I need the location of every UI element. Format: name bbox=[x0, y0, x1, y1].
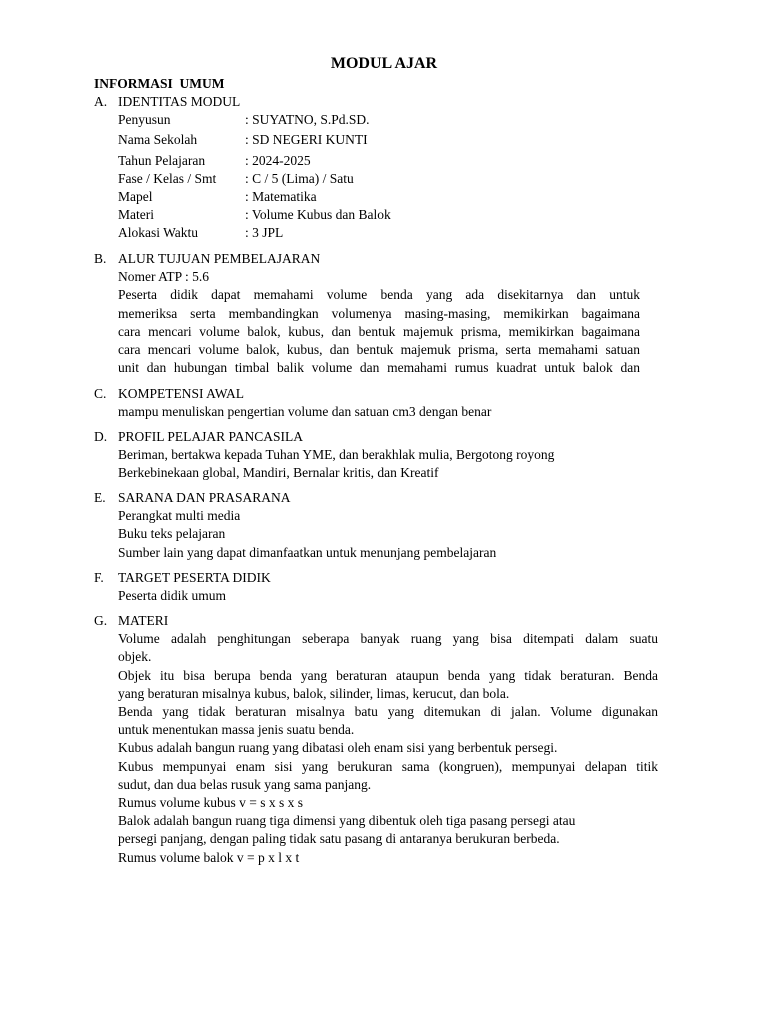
body-line: yang beraturan misalnya kubus, balok, silinder, limas, kerucut, dan bola. bbox=[118, 685, 510, 701]
body-line: Berkebinekaan global, Mandiri, Bernalar kritis, dan Kreatif bbox=[118, 465, 439, 481]
section-letter: E. bbox=[94, 490, 106, 505]
section-title: TARGET PESERTA DIDIK bbox=[118, 570, 271, 585]
section-header bbox=[94, 612, 664, 630]
section-header bbox=[94, 569, 664, 587]
identity-label: Penyusun bbox=[118, 112, 171, 128]
section-target-peserta-didik bbox=[94, 569, 664, 605]
identity-value: : SUYATNO, S.Pd.SD. bbox=[245, 112, 370, 128]
body-line: objek. bbox=[118, 649, 152, 665]
section-profil-pelajar-pancasila bbox=[94, 428, 664, 483]
identity-row-mapel bbox=[118, 188, 664, 206]
body-line: memeriksa serta membandingkan volumenya masing-masing, memikirkan bagaimana bbox=[118, 305, 640, 321]
body-line: Objek itu bisa berupa benda yang beraturan ataupun benda yang tidak beraturan. Benda bbox=[118, 667, 658, 683]
identity-row-materi bbox=[118, 206, 664, 224]
identity-label: Alokasi Waktu bbox=[118, 225, 199, 241]
body-line: Benda yang tidak beraturan misalnya batu yang ditemukan di jalan. Volume digunakan bbox=[118, 704, 658, 719]
body-line: Volume adalah penghitungan seberapa banyak ruang yang bisa ditempati dalam suatu bbox=[118, 631, 658, 647]
identity-row-alokasi-waktu bbox=[118, 224, 664, 242]
section-letter: C. bbox=[94, 386, 107, 401]
section-letter: F. bbox=[94, 570, 104, 585]
body-line: Beriman, bertakwa kepada Tuhan YME, dan berakhlak mulia, Bergotong royong bbox=[118, 447, 555, 463]
section-letter: D. bbox=[94, 429, 108, 444]
section-title: MATERI bbox=[118, 613, 169, 628]
identity-value: : SD NEGERI KUNTI bbox=[245, 132, 368, 148]
body-line: Peserta didik umum bbox=[118, 588, 226, 604]
section-body bbox=[118, 403, 664, 421]
section-body bbox=[118, 446, 664, 482]
section-body bbox=[118, 268, 640, 377]
body-line: cara mencari volume balok, kubus, dan bentuk majemuk prisma, serta memahami satuan bbox=[118, 342, 640, 357]
body-line: Perangkat multi media bbox=[118, 508, 241, 524]
body-line: untuk menentukan massa jenis suatu benda. bbox=[118, 722, 355, 738]
atp-number: Nomer ATP : 5.6 bbox=[118, 269, 209, 285]
identity-table bbox=[118, 111, 664, 242]
section-letter: G. bbox=[94, 613, 108, 628]
page-title: MODUL AJAR bbox=[330, 55, 438, 72]
body-line: Sumber lain yang dapat dimanfaatkan untuk menunjang pembelajaran bbox=[118, 544, 497, 560]
section-header bbox=[94, 250, 664, 268]
body-line: unit dan hubungan timbal balik volume dan memahami rumus kuadrat untuk balok dan bbox=[118, 360, 640, 376]
formula-kubus: Rumus volume kubus v = s x s x s bbox=[118, 795, 304, 811]
body-line: persegi panjang, dengan paling tidak satu pasang di antaranya berukuran berbeda. bbox=[118, 831, 560, 847]
body-line: mampu menuliskan pengertian volume dan satuan cm3 dengan benar bbox=[118, 404, 492, 420]
section-header bbox=[94, 428, 664, 446]
section-sarana-prasarana bbox=[94, 489, 664, 562]
identity-label: Fase / Kelas / Smt bbox=[118, 170, 217, 186]
body-line: cara mencari volume balok, kubus, dan bentuk majemuk prisma, memikirkan bagaimana bbox=[118, 323, 640, 339]
section-materi bbox=[94, 612, 664, 867]
section-body bbox=[118, 630, 658, 867]
section-body bbox=[118, 587, 664, 605]
section-header bbox=[94, 385, 664, 403]
identity-value: : Volume Kubus dan Balok bbox=[245, 207, 391, 223]
section-body bbox=[118, 507, 664, 562]
section-title: SARANA DAN PRASARANA bbox=[118, 490, 291, 505]
body-line: sudut, dan dua belas rusuk yang sama panjang. bbox=[118, 776, 372, 792]
identity-value: : 3 JPL bbox=[245, 225, 284, 241]
section-title: ALUR TUJUAN PEMBELAJARAN bbox=[118, 251, 321, 266]
identity-value: : C / 5 (Lima) / Satu bbox=[245, 170, 354, 186]
body-line: Buku teks pelajaran bbox=[118, 526, 226, 542]
identity-value: : Matematika bbox=[245, 188, 317, 204]
body-line: Kubus mempunyai enam sisi yang berukuran sama (kongruen), mempunyai delapan titik bbox=[118, 758, 658, 774]
section-letter: A. bbox=[94, 94, 108, 109]
body-line: Kubus adalah bangun ruang yang dibatasi oleh enam sisi yang berbentuk persegi. bbox=[118, 740, 558, 756]
identity-label: Materi bbox=[118, 207, 154, 223]
identity-row-fase-kelas-smt bbox=[118, 170, 664, 188]
section-title: IDENTITAS MODUL bbox=[118, 94, 241, 109]
identity-row-nama-sekolah bbox=[118, 131, 664, 149]
identity-label: Nama Sekolah bbox=[118, 132, 198, 148]
section-title: KOMPETENSI AWAL bbox=[118, 386, 245, 401]
section-header bbox=[94, 489, 664, 507]
section-header bbox=[94, 93, 664, 111]
identity-row-penyusun bbox=[118, 111, 664, 129]
section-kompetensi-awal bbox=[94, 385, 664, 421]
info-heading: INFORMASI UMUM bbox=[94, 76, 225, 91]
section-identitas-modul bbox=[94, 93, 664, 243]
identity-row-tahun-pelajaran bbox=[118, 152, 664, 170]
section-alur-tujuan-pembelajaran bbox=[94, 250, 664, 377]
section-title: PROFIL PELAJAR PANCASILA bbox=[118, 429, 304, 444]
identity-label: Mapel bbox=[118, 188, 153, 204]
formula-balok: Rumus volume balok v = p x l x t bbox=[118, 849, 300, 865]
body-line: Peserta didik dapat memahami volume benda yang ada disekitarnya dan untuk bbox=[118, 287, 640, 303]
identity-value: : 2024-2025 bbox=[245, 152, 311, 168]
identity-label: Tahun Pelajaran bbox=[118, 152, 206, 168]
section-letter: B. bbox=[94, 251, 107, 266]
body-line: Balok adalah bangun ruang tiga dimensi yang dibentuk oleh tiga pasang persegi atau bbox=[118, 813, 576, 829]
